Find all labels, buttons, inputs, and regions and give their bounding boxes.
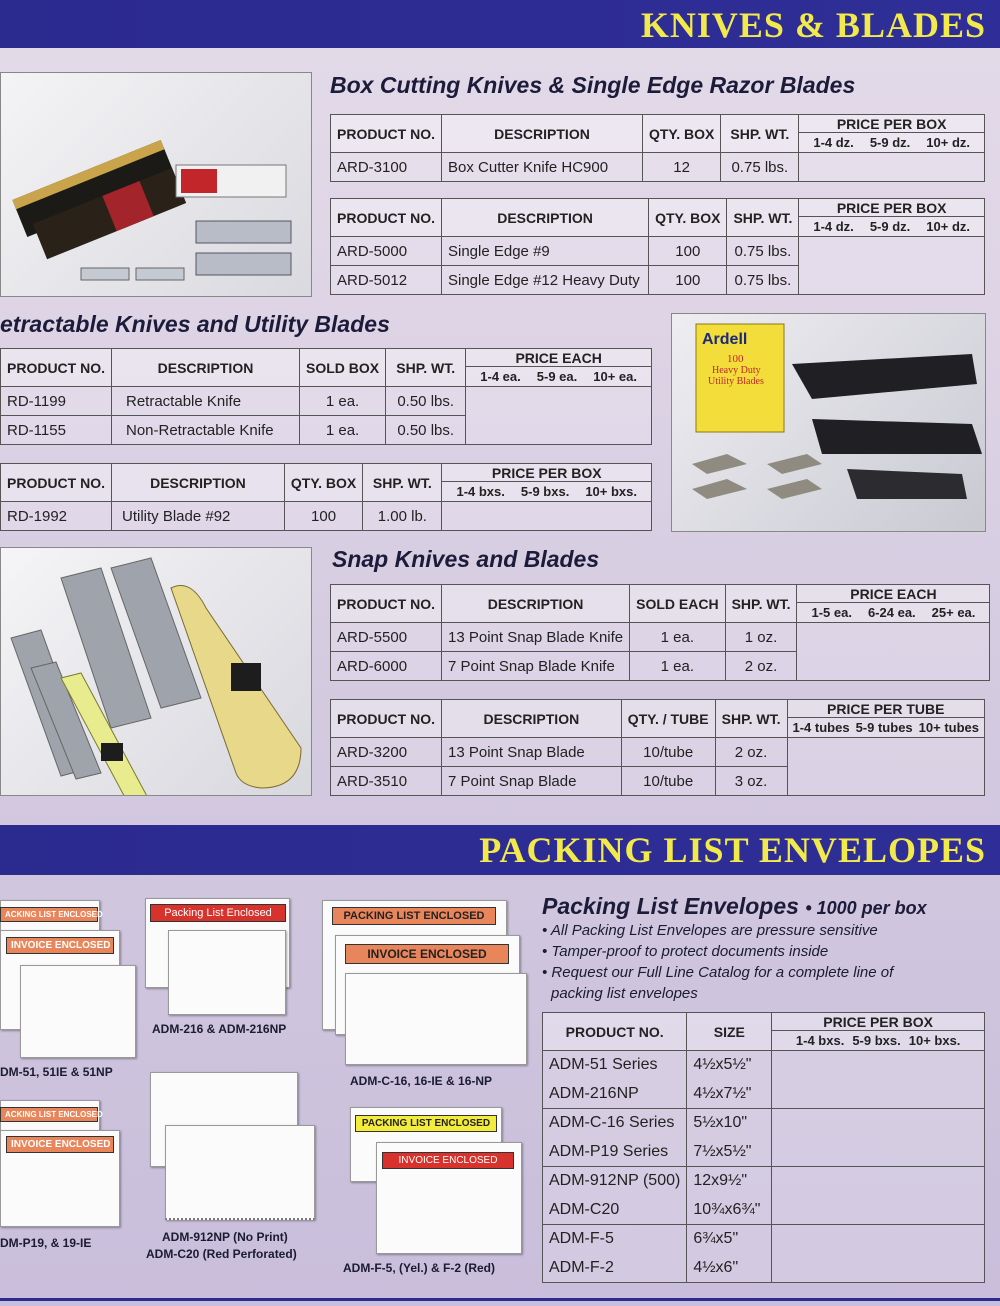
snap-knife-table [330, 584, 990, 681]
product-no: ADM-P19 Series [543, 1138, 687, 1167]
price-cell [772, 1167, 985, 1225]
envelope-table [542, 1012, 985, 1283]
col-description: DESCRIPTION [112, 464, 285, 502]
envelopes-title [542, 893, 927, 920]
price-cell [799, 237, 985, 295]
table-row [543, 1051, 985, 1080]
product-no: ARD-5500 [331, 623, 442, 652]
col-price-each: PRICE EACH [466, 349, 652, 367]
envelope-adm912-front [165, 1125, 315, 1220]
bullet-catalog-cont: packing list envelopes [551, 985, 698, 1002]
qty: 100 [649, 237, 727, 266]
table-row [331, 623, 990, 652]
qty: 10/tube [621, 738, 715, 767]
col-shp-wt: SHP. WT. [715, 700, 787, 738]
size: 4½x7½" [687, 1080, 772, 1109]
description: Single Edge #9 [442, 237, 649, 266]
table-row [543, 1225, 985, 1254]
price-tiers: 1-5 ea. 6-24 ea. 25+ ea. [797, 603, 990, 623]
col-price-per-tube: PRICE PER TUBE [787, 700, 985, 718]
col-product-no: PRODUCT NO. [331, 199, 442, 237]
size: 7½x5½" [687, 1138, 772, 1167]
caption-adm51: DM-51, 51IE & 51NP [0, 1065, 113, 1079]
description: 7 Point Snap Blade [442, 767, 622, 796]
qty: 100 [284, 502, 362, 531]
col-shp-wt: SHP. WT. [386, 349, 466, 387]
invoice-red-label: INVOICE ENCLOSED [382, 1152, 514, 1169]
price-cell [797, 623, 990, 681]
col-description: DESCRIPTION [442, 199, 649, 237]
product-no: ADM-F-5 [543, 1225, 687, 1254]
bottom-rule [0, 1298, 1000, 1301]
ardell-duty-text: Heavy Duty [712, 365, 761, 376]
col-price-per-box: PRICE PER BOX [442, 464, 652, 482]
size: 6¾x5" [687, 1225, 772, 1254]
table-row [331, 153, 985, 182]
description: Retractable Knife [112, 387, 300, 416]
col-description: DESCRIPTION [442, 585, 630, 623]
price-cell [787, 738, 985, 796]
col-description: DESCRIPTION [112, 349, 300, 387]
col-product-no: PRODUCT NO. [331, 700, 442, 738]
price-cell [799, 153, 985, 182]
price-tiers: 1-4 dz. 5-9 dz. 10+ dz. [799, 133, 985, 153]
envelope-adm51-front [20, 965, 136, 1058]
envelope-admc16-front [345, 973, 527, 1065]
retractable-title: etractable Knives and Utility Blades [0, 311, 390, 337]
description: Single Edge #12 Heavy Duty [442, 266, 649, 295]
box-cutter-photo [0, 72, 312, 297]
product-no: ARD-5012 [331, 266, 442, 295]
weight: 0.50 lbs. [386, 387, 466, 416]
product-no: ARD-3100 [331, 153, 442, 182]
product-no: ADM-912NP (500) [543, 1167, 687, 1196]
qty: 12 [642, 153, 720, 182]
price-cell [442, 502, 652, 531]
weight: 2 oz. [725, 652, 797, 681]
product-no: ARD-3510 [331, 767, 442, 796]
invoice-label-2: INVOICE ENCLOSED [6, 1136, 114, 1153]
caption-admf5: ADM-F-5, (Yel.) & F-2 (Red) [343, 1261, 495, 1275]
description: Box Cutter Knife HC900 [442, 153, 643, 182]
weight: 0.75 lbs. [721, 153, 799, 182]
price-cell [772, 1109, 985, 1167]
col-price-each: PRICE EACH [797, 585, 990, 603]
col-product-no: PRODUCT NO. [1, 349, 112, 387]
qty: 100 [649, 266, 727, 295]
envelope-bullets [542, 920, 992, 1004]
retractable-knife-table [0, 348, 652, 445]
col-price-per-box: PRICE PER BOX [772, 1013, 985, 1031]
col-product-no: PRODUCT NO. [331, 585, 442, 623]
weight: 0.75 lbs. [727, 237, 799, 266]
product-no: ARD-5000 [331, 237, 442, 266]
price-tiers: 1-4 tubes 5-9 tubes 10+ tubes [787, 718, 985, 738]
packing-list-yellow-label: PACKING LIST ENCLOSED [355, 1115, 497, 1132]
col-description: DESCRIPTION [442, 115, 643, 153]
size: 10¾x6¾" [687, 1196, 772, 1225]
caption-adm216: ADM-216 & ADM-216NP [152, 1022, 287, 1036]
product-no: RD-1199 [1, 387, 112, 416]
product-no: ADM-C-16 Series [543, 1109, 687, 1138]
table-row [331, 738, 985, 767]
price-tiers: 1-4 bxs. 5-9 bxs. 10+ bxs. [442, 482, 652, 502]
product-no: ARD-6000 [331, 652, 442, 681]
envelope-adm216-front [168, 930, 286, 1015]
col-product-no: PRODUCT NO. [543, 1013, 687, 1051]
col-qty-box: QTY. BOX [642, 115, 720, 153]
qty: 1 ea. [630, 623, 725, 652]
invoice-label: INVOICE ENCLOSED [6, 937, 114, 954]
price-tiers: 1-4 bxs. 5-9 bxs. 10+ bxs. [772, 1031, 985, 1051]
envelopes-subtitle: • 1000 per box [805, 898, 927, 918]
col-size: SIZE [687, 1013, 772, 1051]
snap-blade-table [330, 699, 985, 796]
price-cell [772, 1051, 985, 1109]
col-description: DESCRIPTION [442, 700, 622, 738]
qty: 1 ea. [299, 416, 385, 445]
product-no: ADM-C20 [543, 1196, 687, 1225]
price-tiers: 1-4 ea. 5-9 ea. 10+ ea. [466, 367, 652, 387]
product-no: ADM-216NP [543, 1080, 687, 1109]
knives-banner [0, 0, 1000, 48]
qty: 1 ea. [630, 652, 725, 681]
table-row [543, 1109, 985, 1138]
weight: 1 oz. [725, 623, 797, 652]
table-row [1, 502, 652, 531]
envelopes-banner [0, 825, 1000, 875]
qty: 1 ea. [299, 387, 385, 416]
ardell-blades-text: Utility Blades [708, 376, 764, 387]
qty: 10/tube [621, 767, 715, 796]
bullet-tamper: • Tamper-proof to protect documents inside [542, 943, 829, 960]
packing-list-label-2: ACKING LIST ENCLOSED [0, 1107, 98, 1122]
weight: 0.50 lbs. [386, 416, 466, 445]
packing-list-mixed-label: Packing List Enclosed [150, 904, 286, 922]
snap-knife-photo [0, 547, 312, 796]
snap-title: Snap Knives and Blades [332, 546, 600, 572]
description: 13 Point Snap Blade Knife [442, 623, 630, 652]
col-shp-wt: SHP. WT. [727, 199, 799, 237]
weight: 3 oz. [715, 767, 787, 796]
col-shp-wt: SHP. WT. [721, 115, 799, 153]
knives-banner-title: KNIVES & BLADES [640, 5, 986, 45]
box-cutting-title: Box Cutting Knives & Single Edge Razor Blades [330, 72, 856, 98]
weight: 0.75 lbs. [727, 266, 799, 295]
col-product-no: PRODUCT NO. [1, 464, 112, 502]
size: 4½x6" [687, 1254, 772, 1283]
utility-knife-photo [671, 313, 986, 532]
product-no: RD-1155 [1, 416, 112, 445]
col-qty-tube: QTY. / TUBE [621, 700, 715, 738]
col-sold-each: SOLD EACH [630, 585, 725, 623]
col-shp-wt: SHP. WT. [725, 585, 797, 623]
col-qty-box: QTY. BOX [649, 199, 727, 237]
description: 13 Point Snap Blade [442, 738, 622, 767]
size: 5½x10" [687, 1109, 772, 1138]
caption-admp19: DM-P19, & 19-IE [0, 1236, 92, 1250]
caption-adm912-line2: ADM-C20 (Red Perforated) [146, 1247, 297, 1261]
size: 4½x5½" [687, 1051, 772, 1080]
product-no: ADM-F-2 [543, 1254, 687, 1283]
packing-list-upper-label: PACKING LIST ENCLOSED [332, 907, 496, 925]
table-row [331, 237, 985, 266]
table-row [543, 1167, 985, 1196]
box-cutter-table [330, 114, 985, 182]
envelopes-title-text: Packing List Envelopes [542, 893, 799, 919]
utility-blade-table [0, 463, 652, 531]
col-sold-box: SOLD BOX [299, 349, 385, 387]
single-edge-table [330, 198, 985, 295]
col-shp-wt: SHP. WT. [363, 464, 442, 502]
bullet-pressure: • All Packing List Envelopes are pressure sensitive [542, 922, 878, 939]
weight: 2 oz. [715, 738, 787, 767]
col-price-per-box: PRICE PER BOX [799, 199, 985, 217]
product-no: ARD-3200 [331, 738, 442, 767]
col-price-per-box: PRICE PER BOX [799, 115, 985, 133]
invoice-enclosed-label: INVOICE ENCLOSED [345, 944, 509, 964]
price-cell [772, 1225, 985, 1283]
size: 12x9½" [687, 1167, 772, 1196]
description: Utility Blade #92 [112, 502, 285, 531]
price-tiers: 1-4 dz. 5-9 dz. 10+ dz. [799, 217, 985, 237]
ardell-count-text: 100 [727, 353, 744, 365]
product-no: ADM-51 Series [543, 1051, 687, 1080]
product-no: RD-1992 [1, 502, 112, 531]
description: Non-Retractable Knife [112, 416, 300, 445]
packing-list-label: ACKING LIST ENCLOSED [0, 907, 98, 922]
caption-admc16: ADM-C-16, 16-IE & 16-NP [350, 1074, 493, 1088]
bullet-catalog: • Request our Full Line Catalog for a complete line of [542, 964, 894, 981]
caption-adm912-line1: ADM-912NP (No Print) [162, 1230, 288, 1244]
ardell-brand-text: Ardell [702, 331, 748, 348]
table-row [1, 387, 652, 416]
envelopes-banner-title: PACKING LIST ENVELOPES [479, 830, 986, 870]
col-product-no: PRODUCT NO. [331, 115, 442, 153]
description: 7 Point Snap Blade Knife [442, 652, 630, 681]
weight: 1.00 lb. [363, 502, 442, 531]
price-cell [466, 387, 652, 445]
col-qty-box: QTY. BOX [284, 464, 362, 502]
